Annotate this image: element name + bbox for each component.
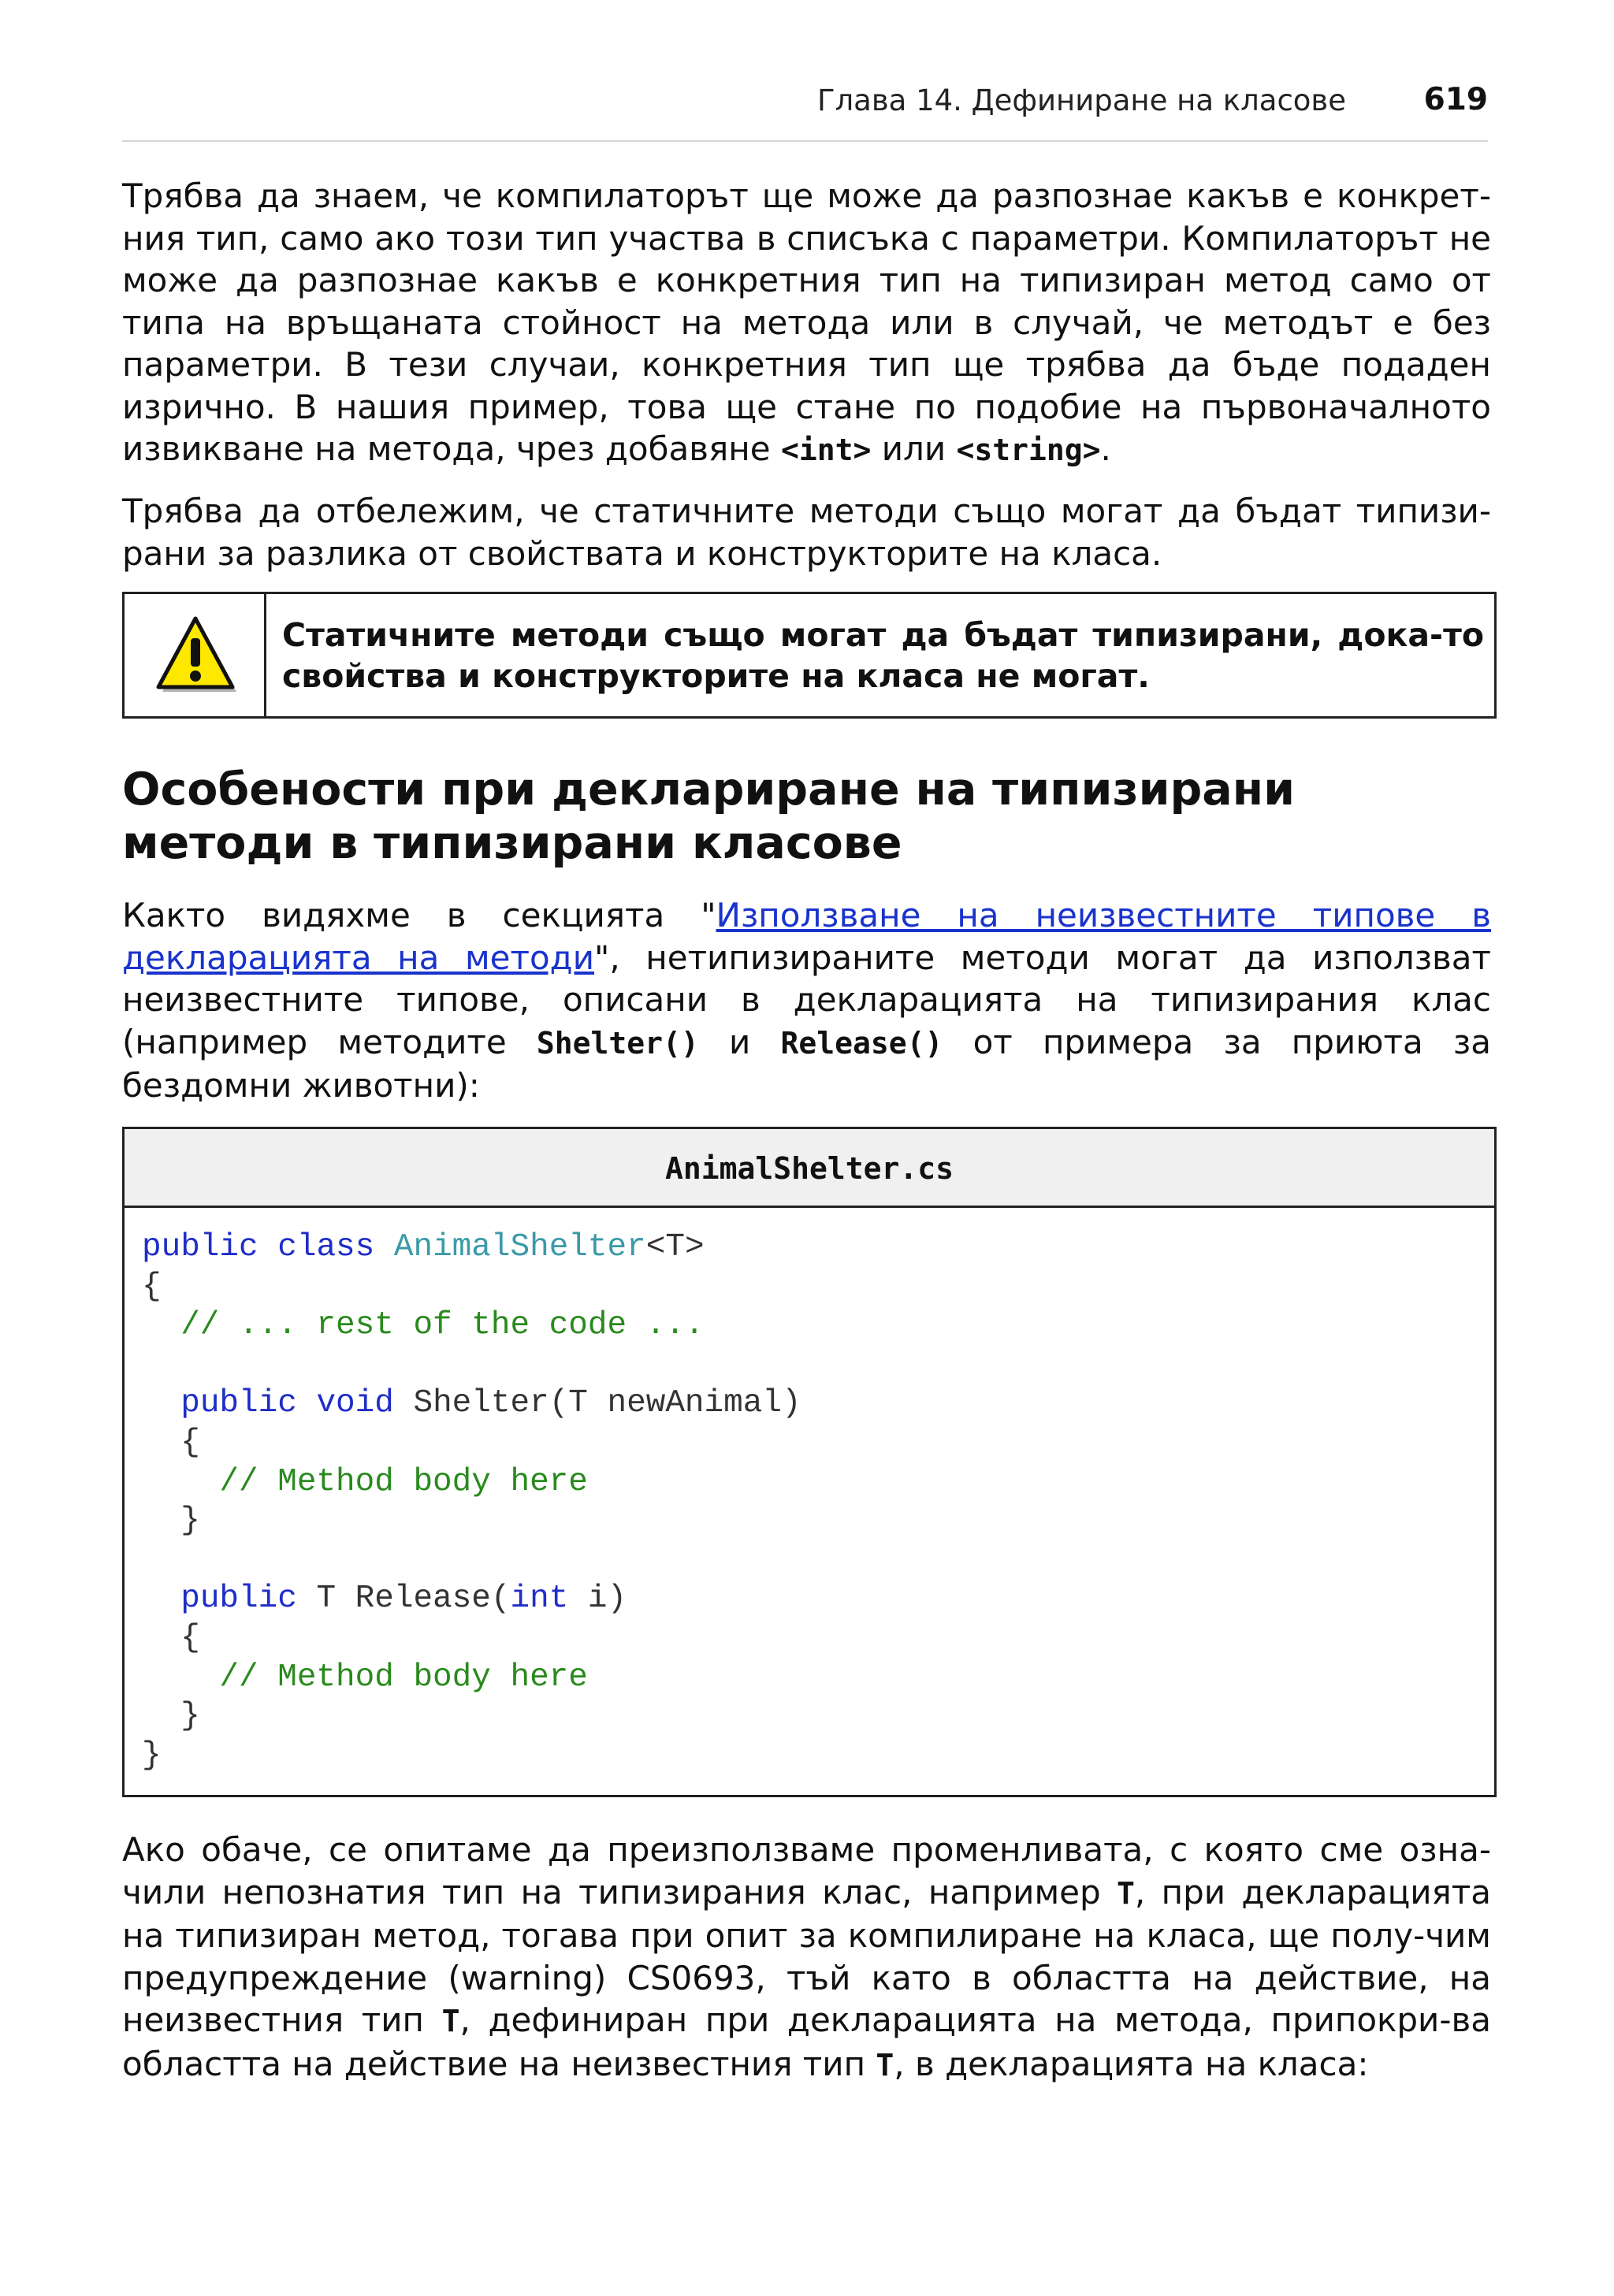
paragraph-text: и [698,1022,781,1061]
paragraph-compiler-inference [122,175,1491,472]
code-token: { [142,1619,200,1656]
warning-text: Статичните методи също могат да бъдат типизирани, дока-то свойства и конструкторите на класа не могат. [282,616,1484,695]
code-t: T [1117,1875,1135,1911]
warning-note [122,592,1497,719]
code-int: <int> [780,433,872,467]
code-line [142,1541,801,1581]
code-release: Release() [780,1025,943,1061]
paragraph-text: Както видяхме в секцията " [122,896,716,934]
code-token: Shelter(T newAnimal) [393,1385,801,1422]
page-number: 619 [1423,82,1488,117]
page-header [122,79,1488,142]
code-line [142,1463,801,1503]
paragraph-text: Трябва да отбележим, че статичните методи също могат да бъдат типизи-рани за разлика от свойствата и конструкторите на класа. [122,492,1491,573]
code-token: void [316,1385,394,1422]
code-token: public [180,1385,297,1422]
warning-icon [153,615,240,701]
code-shelter: Shelter() [536,1025,699,1061]
paragraph-unknown-types [122,894,1491,1107]
code-token: public [142,1229,258,1265]
code-token: { [142,1268,162,1305]
code-filename: AnimalShelter.cs [125,1129,1494,1208]
code-body [142,1228,801,1775]
paragraph-text: или [871,429,957,468]
paragraph-text: , при декларацията на типизиран метод, тогава при опит за компилиране на класа, ще полу-чим предупреждение (warning) CS0693, тъй като в областта на действие, на неизвестния тип [122,1872,1491,2039]
code-token: public [180,1581,297,1618]
code-line [142,1424,801,1463]
code-token [142,1385,180,1421]
paragraph-text: Ако обаче, се опитаме да преизползваме променливата, с която сме озна-чили непознатия тип на типизирания клас, например [122,1830,1491,1911]
paragraph-text: , в декларацията на класа: [894,2044,1369,2083]
code-line [142,1659,801,1698]
code-token: T Release( [296,1581,511,1618]
section-title: Особености при деклариране на типизирани методи в типизирани класове [122,763,1296,869]
code-line [142,1306,801,1346]
code-line [142,1346,801,1385]
code-token: } [142,1737,162,1774]
paragraph-text: от примера за приюта за бездомни животни): [122,1022,1491,1105]
code-line [142,1384,801,1424]
code-line [142,1619,801,1659]
code-token: // ... rest of the code ... [142,1307,705,1344]
code-token [297,1385,317,1421]
code-token: // Method body here [142,1659,588,1696]
code-token [142,1581,180,1617]
code-line [142,1268,801,1307]
code-example [122,1127,1497,1797]
code-t: T [441,2004,460,2038]
code-token [258,1229,278,1265]
code-line [142,1228,801,1268]
code-token: <T> [645,1229,705,1265]
paragraph-text: . [1100,429,1111,468]
chapter-title: Глава 14. Дефиниране на класове [816,84,1346,117]
code-token: class [277,1229,375,1265]
code-token: i) [568,1581,627,1618]
section-link[interactable]: Използване на неизвестните типове в декларацията на методи [122,896,1491,977]
code-token: } [142,1503,200,1540]
paragraph-text: ", нетипизираните методи могат да използват неизвестните типове, описани в декларацията на типизирания клас (например методите [122,938,1491,1061]
warning-icon-cell [125,594,266,716]
code-string: <string> [956,433,1101,467]
code-line [142,1502,801,1541]
paragraph-text: Трябва да знаем, че компилаторът ще може да разпознае какъв е конкрет-ния тип, само ако този тип участва в списъка с параметри. Компилаторът не може да разпознае какъв е конкретния тип на типизиран метод само от типа на връщаната стойност на метода или в случай, че методът е без параметри. В тези случаи, конкретния тип ще трябва да бъде подаден изрично. В нашия пример, това ще стане по подобие на първоначалното извикване на метода, чрез добавяне [122,176,1491,468]
code-line [142,1580,801,1619]
code-token [374,1229,394,1265]
code-line [142,1697,801,1737]
code-token: int [510,1581,569,1618]
code-token: // Method body here [142,1463,588,1500]
code-t: T [876,2047,894,2082]
code-line [142,1737,801,1776]
code-token: AnimalShelter [393,1229,646,1265]
code-token: { [142,1424,200,1461]
paragraph-warning-cs0693 [122,1829,1491,2086]
paragraph-static-methods [122,490,1491,574]
paragraph-text: , дефиниран при декларацията на метода, припокри-ва областта на действие на неизвестния тип [122,2001,1491,2083]
code-token: } [142,1698,200,1735]
